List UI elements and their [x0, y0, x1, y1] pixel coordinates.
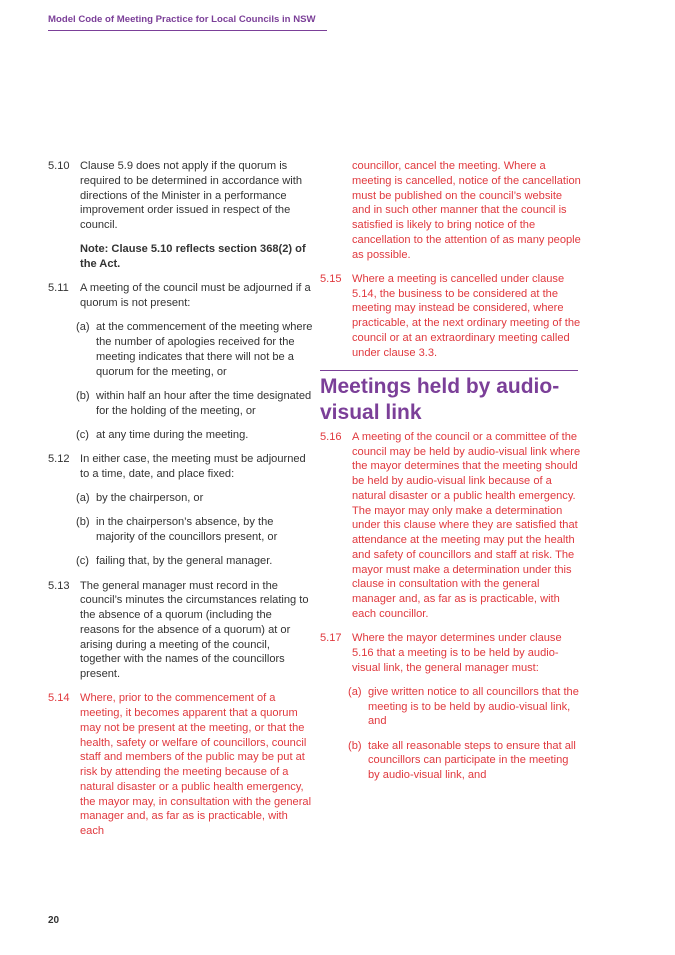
sub-item-text: at the commencement of the meeting where the number of apologies received for the meeting indicates that there will not be a quorum for the meeting, or [96, 321, 313, 378]
sub-item-label: (a) [76, 492, 90, 504]
clause-text: Where, prior to the commencement of a meeting, it becomes apparent that a quorum may not be present at the meeting, or that the health, safety or welfare of councillors, council staff and members of the public may be put at risk by attending the meeting because of a natural disaster or a public health emergency, the mayor may, in consultation with the general manager and, as far as is practicable, with each [80, 692, 312, 837]
sub-item-text: take all reasonable steps to ensure that all councillors can participate in the meeting by audio-visual link, and [368, 739, 576, 781]
sub-item [76, 491, 313, 506]
sub-item-text: failing that, by the general manager. [96, 555, 273, 568]
sub-item-label: (a) [76, 321, 90, 334]
clause-text: A meeting of the council or a committee of the council may be held by audio-visual link where the mayor determines that the meeting should be held by audio-visual link because of a natural disaster or a public health emergency. The mayor may only make a determination under this clause where they are satisfied that attendance at the meeting may put the health and safety of councillors and staff at risk. The mayor must make a determination under this clause in consultation with the general manager and, as far as is practicable, with each councillor. [352, 430, 581, 620]
sub-item-label: (b) [76, 516, 90, 529]
clause-number: 5.13 [48, 579, 70, 592]
clause-text: Where the mayor determines under clause 5.16 that a meeting is to be held by audio-visual link, the general manager must: [352, 632, 562, 674]
clause-text: Where a meeting is cancelled under clause 5.14, the business to be considered at the meeting may instead be considered, where practicable, at the next ordinary meeting of the council or at an extraordinary meeting called under clause 3.3. [352, 272, 581, 359]
clause-number: 5.11 [48, 282, 69, 295]
clause-text: A meeting of the council must be adjourned if a quorum is not present: [80, 282, 311, 309]
clause-5-17 [320, 631, 582, 675]
page-number: 20 [48, 915, 60, 926]
clause-5-14 [48, 691, 313, 839]
sub-item [76, 428, 313, 443]
clause-5-11 [48, 281, 313, 311]
clause-text: The general manager must record in the council’s minutes the circumstances relating to the absence of a quorum (including the reasons for the absence of a quorum) at or arising during a meeting of the council, together with the names of the councillors present. [80, 579, 309, 680]
clause-number: 5.12 [48, 453, 70, 465]
clause-5-10 [48, 159, 313, 233]
sub-item-text: in the chairperson’s absence, by the majority of the councillors present, or [96, 516, 278, 543]
sub-item-text: by the chairperson, or [96, 492, 204, 504]
sub-item [348, 685, 582, 729]
clause-5-14-continued: councillor, cancel the meeting. Where a meeting is cancelled, notice of the cancellation must be published on the council’s website and in such other manner that the council is satisfied is likely to bring notice of the cancellation to the attention of as many people as possible. [352, 160, 581, 261]
sub-item [348, 739, 582, 783]
sub-item [76, 515, 313, 545]
sub-item [76, 554, 313, 569]
right-column [320, 159, 582, 792]
clause-number: 5.14 [48, 692, 70, 705]
sub-item-text: at any time during the meeting. [96, 428, 249, 441]
sub-item-label: (c) [76, 555, 89, 568]
clause-note: Note: Clause 5.10 reflects section 368(2) of the Act. [80, 243, 306, 270]
sub-item [76, 320, 313, 379]
sub-item-text: within half an hour after the time designated for the holding of the meeting, or [96, 389, 312, 417]
clause-number: 5.16 [320, 430, 342, 443]
left-column [48, 159, 313, 848]
clause-5-16 [320, 430, 582, 622]
running-header: Model Code of Meeting Practice for Local Councils in NSW [48, 14, 327, 31]
sub-item [76, 389, 313, 419]
clause-text: In either case, the meeting must be adjourned to a time, date, and place fixed: [80, 453, 306, 480]
sub-item-label: (c) [76, 428, 89, 441]
clause-number: 5.17 [320, 632, 342, 644]
clause-number: 5.15 [320, 272, 342, 285]
sub-item-text: give written notice to all councillors that the meeting is to be held by audio-visual link, and [368, 685, 579, 728]
sub-item-label: (b) [76, 389, 90, 402]
clause-5-13 [48, 579, 313, 682]
sub-item-label: (b) [348, 739, 362, 752]
clause-text: Clause 5.9 does not apply if the quorum is required to be determined in accordance with directions of the Minister in a performance improvement order issued in respect of the council. [80, 160, 303, 231]
clause-5-15 [320, 272, 582, 361]
section-heading: Meetings held by audio-visual link [320, 370, 578, 426]
clause-number: 5.10 [48, 160, 70, 172]
clause-5-12 [48, 452, 313, 482]
sub-item-label: (a) [348, 685, 362, 698]
